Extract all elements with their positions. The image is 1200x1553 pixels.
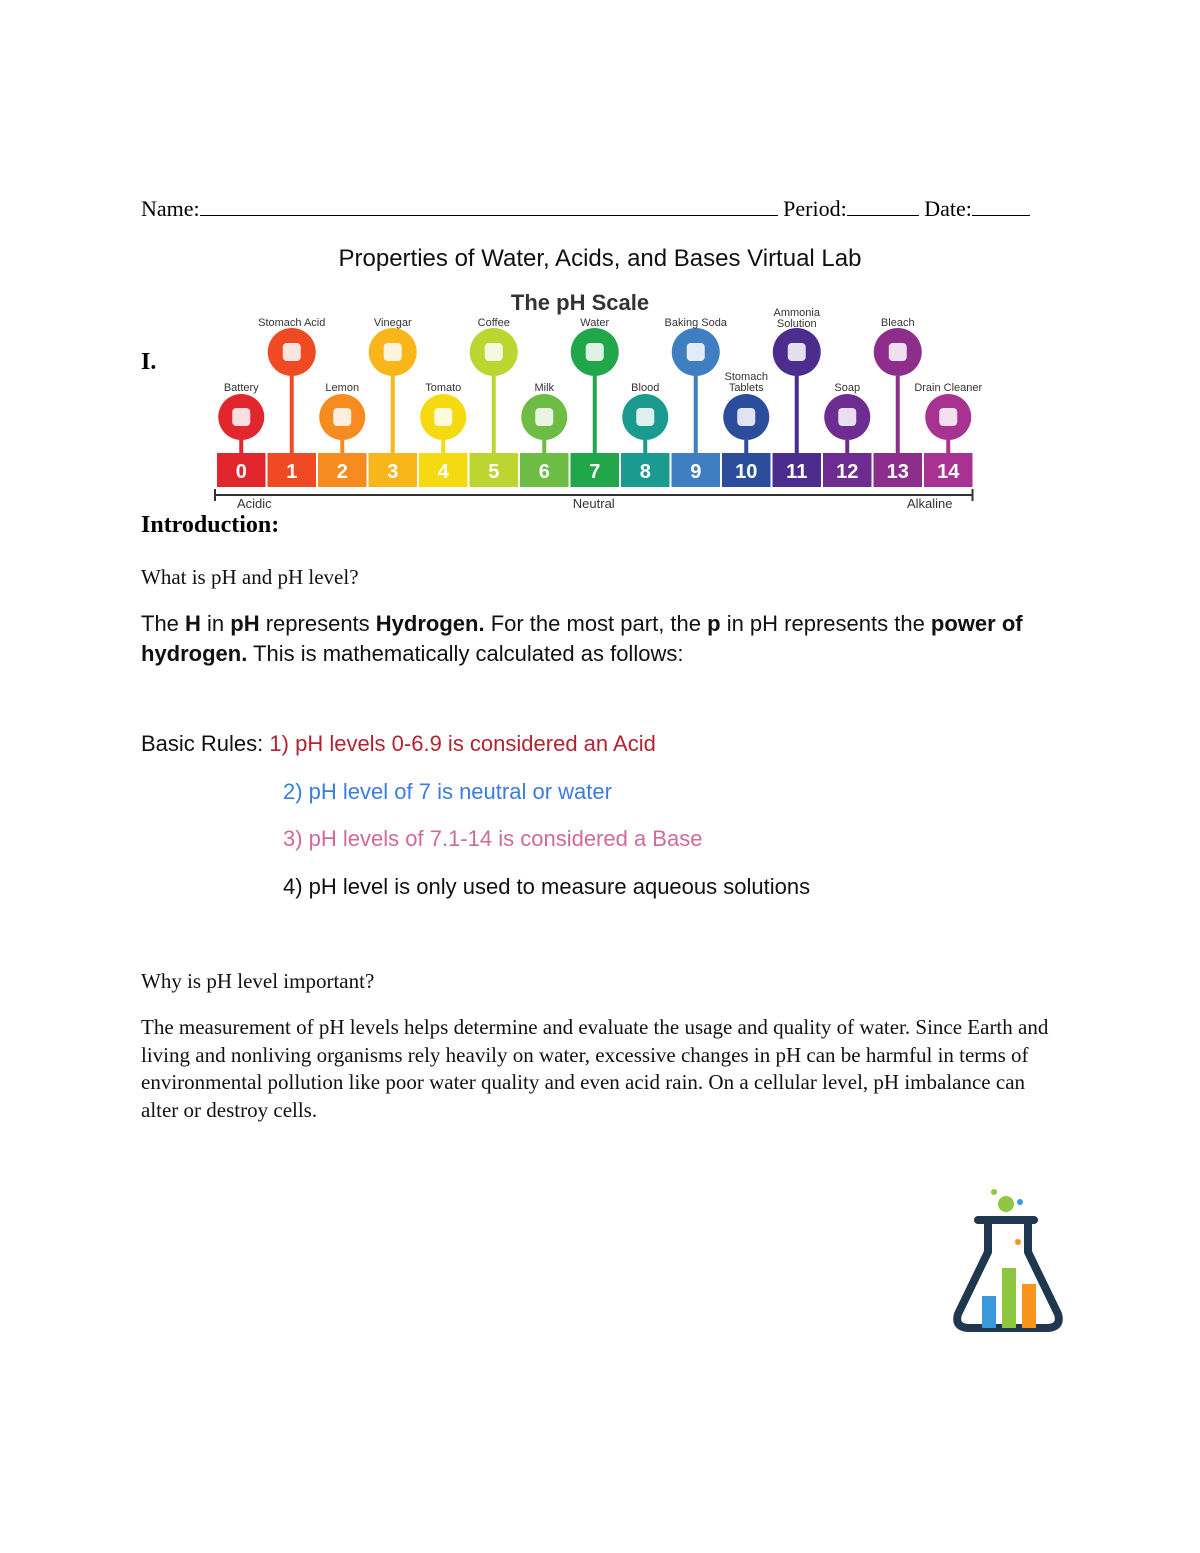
lab-flask-chart-icon [948, 1186, 1068, 1336]
ph-item-drain-cleaner [914, 382, 982, 453]
ph-item-label: Bleach [880, 317, 915, 329]
ph-item-label: Milk [534, 382, 555, 394]
basic-rules [141, 731, 656, 757]
stomach-tablets-icon [737, 408, 755, 426]
ph-scale-graphic [195, 288, 1007, 516]
milk-icon [535, 408, 553, 426]
ph-number-3: 3 [387, 461, 399, 483]
ph-number-1: 1 [286, 461, 298, 483]
section-numeral: I. [141, 349, 157, 375]
ph-item-lemon [319, 382, 365, 453]
axis-neutral: Neutral [572, 496, 615, 511]
ph-item-water [571, 317, 619, 453]
page-title: Properties of Water, Acids, and Bases Virtual Lab [338, 245, 862, 272]
ph-number-13: 13 [886, 461, 909, 483]
ph-item-tomato [420, 382, 466, 453]
axis-alkaline: Alkaline [906, 496, 953, 511]
ph-item-label: Baking Soda [664, 317, 727, 329]
header-fields [141, 193, 1041, 222]
ph-axis [215, 489, 973, 511]
ph-number-14: 14 [937, 461, 960, 483]
ph-item-stomach-acid [258, 317, 325, 453]
bottle-icon [384, 343, 402, 361]
ph-item-label: Drain Cleaner [914, 382, 983, 394]
intro-paragraph: The H in pH represents Hydrogen. For the most part, the p in pH represents the power of hydrogen. This is mathematically calculated as follows: [141, 611, 1023, 666]
ph-number-7: 7 [589, 461, 601, 483]
period-label: Period: [783, 196, 847, 221]
ph-item-label: Soap [834, 382, 861, 394]
axis-acidic: Acidic [237, 496, 272, 511]
ph-item-blood [622, 382, 668, 453]
stomach-icon [283, 343, 301, 361]
ph-number-12: 12 [836, 461, 859, 483]
ph-number-2: 2 [336, 461, 348, 483]
name-blank[interactable] [200, 193, 778, 216]
date-blank[interactable] [972, 193, 1030, 216]
ph-item-label: Blood [631, 382, 660, 394]
ph-item-milk [521, 382, 567, 453]
ph-number-11: 11 [786, 461, 808, 483]
coffee-cup-icon [485, 343, 503, 361]
ph-item-label: Tomato [425, 382, 462, 394]
ph-number-10: 10 [735, 461, 758, 483]
ph-item-coffee [470, 317, 518, 453]
question-why-important: Why is pH level important? [141, 969, 375, 993]
ph-item-label: Battery [223, 382, 259, 394]
drain-icon [939, 408, 957, 426]
ph-item-label: Lemon [325, 382, 360, 394]
ph-number-0: 0 [235, 461, 247, 483]
battery-icon [232, 408, 250, 426]
rule-neutral: 2) pH level of 7 is neutral or water [283, 779, 612, 804]
test-tube-icon [636, 408, 654, 426]
intro-heading: Introduction: [141, 512, 280, 538]
ph-item-label: Stomach Acid [258, 317, 326, 329]
date-label: Date: [924, 196, 972, 221]
ph-item-vinegar [369, 317, 417, 453]
ph-item-stomach-tablets [723, 371, 769, 453]
basic-rules-label: Basic Rules: [141, 731, 264, 756]
ph-number-4: 4 [437, 461, 449, 483]
water-icon [586, 343, 604, 361]
jug-icon [889, 343, 907, 361]
ph-number-6: 6 [538, 461, 550, 483]
ph-item-label: Vinegar [373, 317, 412, 329]
ph-scale-title: The pH Scale [510, 290, 650, 315]
ph-item-label: Solution [776, 318, 817, 330]
ph-item-label: Water [580, 317, 610, 329]
ph-number-9: 9 [690, 461, 702, 483]
importance-paragraph: The measurement of pH levels helps determine and evaluate the usage and quality of water. Since Earth and living and nonliving organisms rely heavily on water, excessive changes in pH can be harmful in terms of environmental pollution like poor water quality and even acid rain. On a cellular level, pH imbalance can alter or destroy cells. [141, 1015, 1049, 1122]
ph-number-8: 8 [639, 461, 651, 483]
ph-item-battery [218, 382, 264, 453]
soap-icon [838, 408, 856, 426]
tomato-icon [434, 408, 452, 426]
ph-item-label: Tablets [728, 382, 764, 394]
ph-item-soap [824, 382, 870, 453]
rule-acid: 1) pH levels 0-6.9 is considered an Acid [269, 731, 656, 756]
lemon-icon [333, 408, 351, 426]
flask-icon [788, 343, 806, 361]
ph-item-ammonia-solution [773, 307, 821, 453]
ph-item-label: Coffee [477, 317, 510, 329]
bowl-icon [687, 343, 705, 361]
name-label: Name: [141, 196, 200, 221]
ph-number-5: 5 [488, 461, 500, 483]
period-blank[interactable] [847, 193, 919, 216]
ph-item-label: Stomach [724, 371, 768, 383]
rule-base: 3) pH levels of 7.1-14 is considered a Base [283, 826, 703, 851]
rule-aqueous: 4) pH level is only used to measure aqueous solutions [283, 874, 811, 899]
ph-item-baking-soda [665, 317, 728, 453]
ph-item-label: Ammonia [773, 307, 820, 319]
question-what-is-ph: What is pH and pH level? [141, 565, 359, 589]
